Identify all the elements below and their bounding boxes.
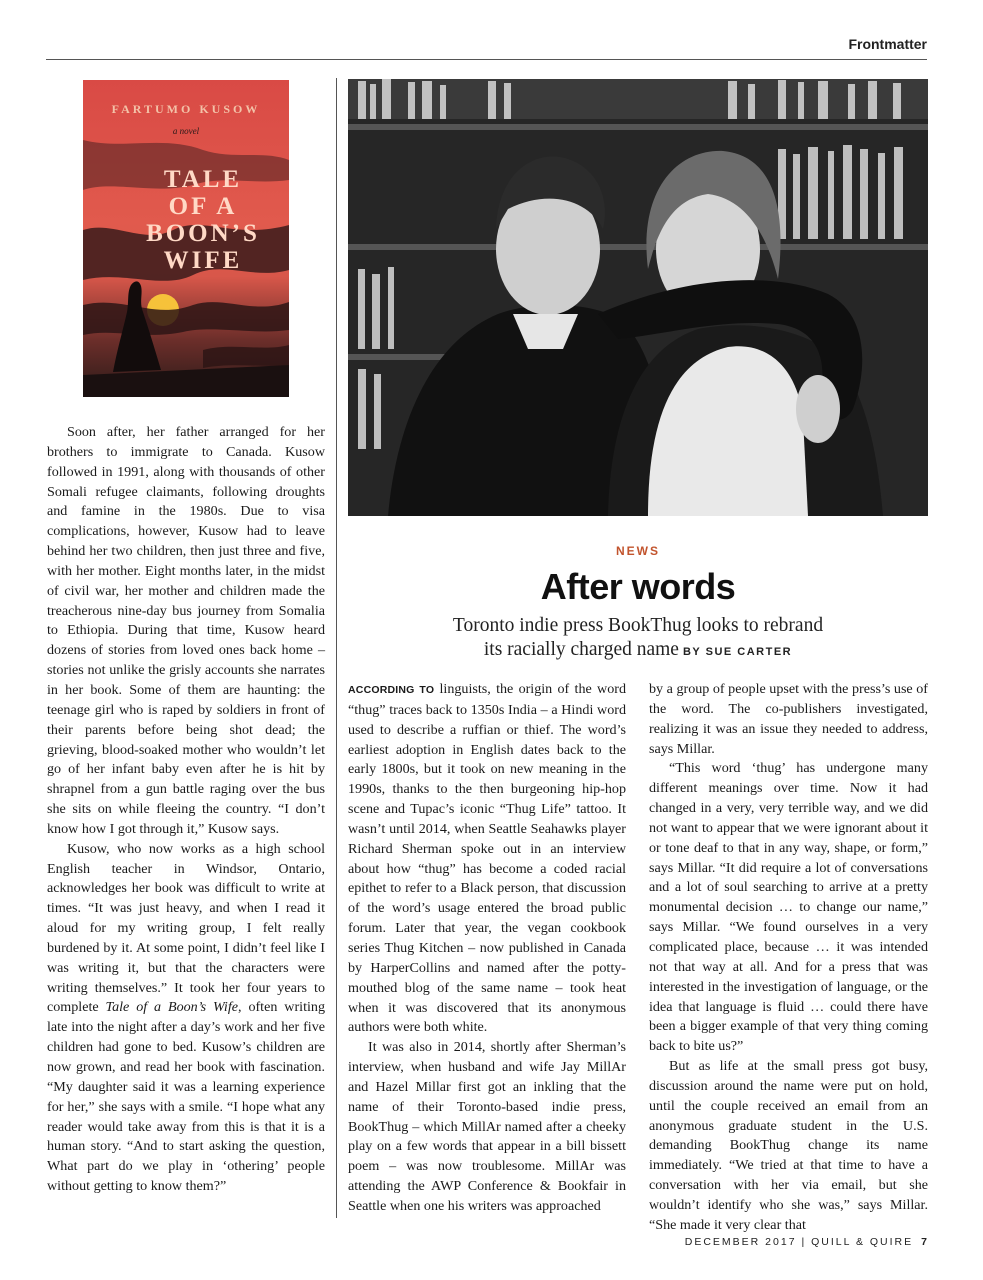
article-headline: After words — [540, 566, 736, 607]
paragraph-text: linguists, the origin of the word “thug” traces back to 1350s India – a Hindi word used to describe a ruffian or thief. The word’s earliest adoption in English dates back to the early 1800s, but it took on new meaning in the 1990s, thanks to the then burgeoning hip-hop scene and Tupac’s iconic “Thug Life” tattoo. It wasn’t until 2014, when Seattle Seahawks player Richard Sherman spoke out in an interview about how “thug” has become a coded racial epithet to refer to a Black person, that discussion of the word’s usage entered the broad public forum. Later that year, the vegan cookbook series Thug Kitchen – now published in Canada by HarperCollins and named after the potty-mouthed blog of the same name – took heat when it was discovered that its anonymous authors were both white. — [348, 681, 626, 1036]
lead-in: ACCORDING TO — [348, 684, 435, 696]
paragraph: It was also in 2014, shortly after Sherman’s interview, when husband and wife Jay MillAr and Hazel Millar first got an inkling that the name of their Toronto-based indie press, BookThug – which MillAr named after a cheeky play on a few words that appear in a bill bissett poem – was now troublesome. MillAr was attending the AWP Conference & Bookfair in Seattle when one his writers was approached — [348, 1039, 626, 1214]
header-rule — [46, 59, 927, 60]
paragraph-text: Kusow, who now works as a high school English teacher in Windsor, Ontario, acknowledges her book was difficult to write at times. “It was just heavy, and when I read it aloud for my writing group, I felt really burdened by it. At some point, I didn’t feel like I was writing it, but that the characters were writing themselves.” It took her four years to complete — [47, 840, 325, 1016]
issue-info: DECEMBER 2017 | QUILL & QUIRE — [684, 1236, 914, 1248]
deck-line: Toronto indie press BookThug looks to rebrand — [452, 615, 824, 636]
photo-illustration — [348, 79, 928, 516]
paragraph: by a group of people upset with the press’s use of the word. The co-publishers investigated, realizing it was an issue they needed to address, says Millar. — [649, 681, 928, 757]
cover-title — [123, 166, 283, 274]
paragraph — [47, 840, 325, 1197]
paragraph-text: , often writing late into the night after a day’s work and her five children had gone to bed. Kusow’s children are now grown, and read her book with fascination. “My daughter said it was a learning experience for her,” she says with a smile. “I hope what any reader would take away from this is that it is a human story. “And to start asking the question, What part do we play in ‘othering’ people without getting to know them?” — [47, 999, 325, 1195]
middle-column-text — [348, 680, 626, 1217]
cover-subtitle: a novel — [172, 126, 200, 136]
right-column-text — [649, 680, 928, 1236]
cover-author: FARTUMO KUSOW — [111, 102, 261, 116]
page-footer — [685, 1236, 927, 1248]
book-title: Tale of a Boon’s Wife — [105, 999, 239, 1016]
article-deck — [348, 614, 928, 664]
paragraph — [348, 680, 626, 1038]
paragraph: Soon after, her father arranged for her brothers to immigrate to Canada. Kusow followed in 1991, along with thousands of other Somali refugee claimants, following droughts and famine in the 1980s. Due to visa complications, however, Kusow had to leave behind her two children, then just three and five, with her mother. Eight months later, in the midst of civil war, her mother and children made the treacherous nine-day bus journey from Somalia to Ethiopia. During that time, Kusow heard dozens of stories from loved ones back home – stories not unlike the grisly accounts she narrates in her book. Some of them are haunting: the teenage girl who is raped by soldiers in front of their parents before being shot dead; the grieving, blood-soaked mother who wouldn’t let go of her infant baby even after he is hit by shrapnel from a gun battle raging over the bus she sits on while fleeing the country. “I don’t know how I got through it,” Kusow says. — [47, 424, 325, 837]
deck-line: its racially charged name — [483, 639, 679, 660]
paragraph: But as life at the small press got busy, discussion around the name were put on hold, until the couple received an email from an anonymous graduate student in the U.S. demanding BookThug change its name immediately. “We tried at that time to have a conversation with her via email, but she wouldn’t identify who she was,” says Millar. “She made it very clear that — [649, 1058, 928, 1233]
publishers-photo — [348, 79, 928, 516]
section-label: Frontmatter — [848, 36, 927, 52]
page-number: 7 — [921, 1236, 927, 1248]
left-column-text — [47, 423, 325, 1197]
cover-title-line: BOON’S — [146, 220, 260, 247]
cover-title-line: WIFE — [163, 247, 243, 274]
byline: BY SUE CARTER — [682, 646, 793, 658]
column-divider — [336, 78, 337, 1218]
cover-title-line: OF A — [168, 193, 238, 220]
paragraph: “This word ‘thug’ has undergone many different meanings over time. Now it had changed in a very, very terrible way, and we did not want to appear that we were ignorant about it or tone deaf to that in any way, shape, or form,” says Millar. “It did require a lot of conversations and a lot of soul searching to arrive at a pretty monumental decision … to change our name,” says Millar. “We found ourselves in a very complicated place, because … it was intended not that way at all. And for a press that was interested in the investigation of language, or the idea that language is fluid … could there have been a bigger example of that very thing coming back to bite us?” — [649, 760, 928, 1055]
book-cover-image — [83, 80, 289, 397]
article-kicker: NEWS — [616, 544, 660, 558]
cover-title-line: TALE — [163, 166, 243, 193]
